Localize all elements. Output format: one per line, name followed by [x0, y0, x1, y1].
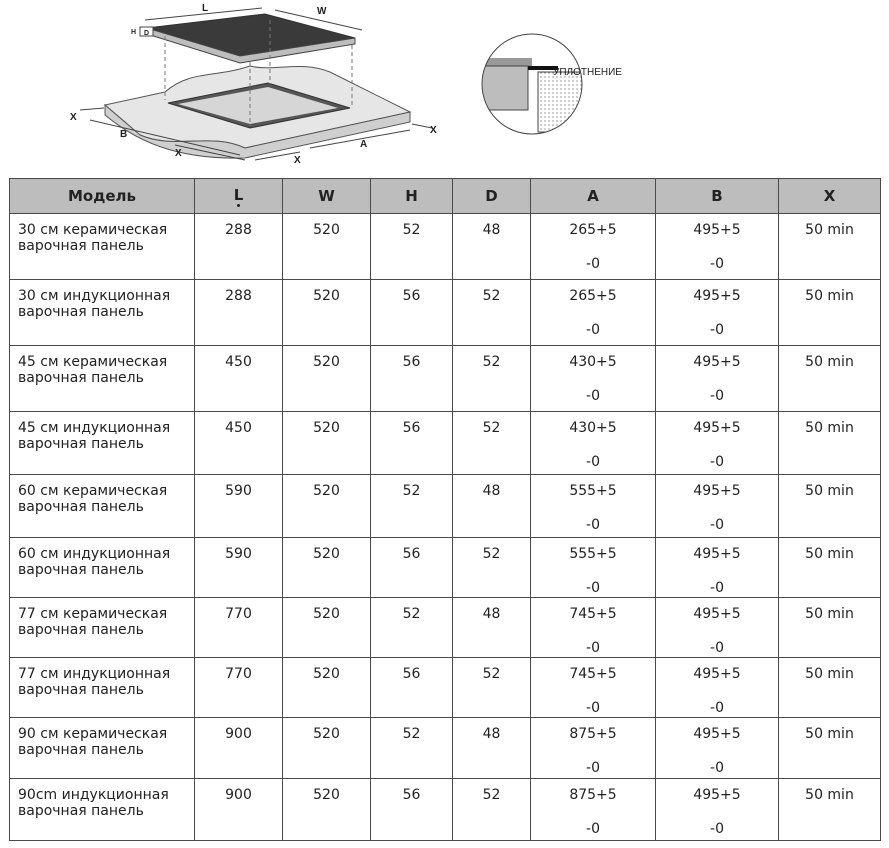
dim-X-label-bottom: X	[294, 155, 301, 166]
model-cell: 45 см керамическая варочная панель	[10, 346, 195, 412]
A-value: 555+5	[569, 483, 617, 499]
X-cell: 50 min	[779, 412, 881, 475]
dimensions-table	[9, 178, 881, 841]
B-value: 495+5	[693, 546, 741, 562]
A-lower-tolerance: -0	[586, 454, 600, 470]
B-value: 495+5	[693, 606, 741, 622]
A-tolerance-cell	[531, 658, 656, 718]
table-row	[10, 779, 881, 841]
A-tolerance-cell	[531, 412, 656, 475]
L-cell: 590	[195, 538, 283, 598]
A-tolerance-cell	[531, 475, 656, 538]
table-row	[10, 412, 881, 475]
header-L	[195, 179, 283, 214]
B-lower-tolerance: -0	[710, 760, 724, 776]
A-value: 745+5	[569, 606, 617, 622]
A-value: 265+5	[569, 222, 617, 238]
B-value: 495+5	[693, 222, 741, 238]
B-tolerance-cell	[656, 598, 779, 658]
H-cell: 52	[371, 475, 453, 538]
B-tolerance-cell	[656, 280, 779, 346]
A-value: 555+5	[569, 546, 617, 562]
table-row	[10, 658, 881, 718]
B-tolerance-cell	[656, 214, 779, 280]
B-lower-tolerance: -0	[710, 388, 724, 404]
dim-X-label-bottom-left: X	[175, 148, 182, 159]
W-cell: 520	[283, 346, 371, 412]
A-lower-tolerance: -0	[586, 322, 600, 338]
D-cell: 48	[453, 718, 531, 779]
X-cell: 50 min	[779, 598, 881, 658]
D-cell: 52	[453, 538, 531, 598]
B-lower-tolerance: -0	[710, 700, 724, 716]
X-cell: 50 min	[779, 280, 881, 346]
seal-detail-view	[480, 30, 598, 140]
model-cell: 90cm индукционная варочная панель	[10, 779, 195, 841]
L-cell: 900	[195, 779, 283, 841]
header-L-text: L	[233, 185, 244, 204]
A-value: 745+5	[569, 666, 617, 682]
H-cell: 56	[371, 658, 453, 718]
H-cell: 56	[371, 538, 453, 598]
B-lower-tolerance: -0	[710, 821, 724, 837]
W-cell: 520	[283, 538, 371, 598]
A-tolerance-cell	[531, 346, 656, 412]
B-lower-tolerance: -0	[710, 580, 724, 596]
table-row	[10, 280, 881, 346]
A-lower-tolerance: -0	[586, 760, 600, 776]
D-cell: 52	[453, 412, 531, 475]
table-header-row	[10, 179, 881, 214]
X-cell: 50 min	[779, 718, 881, 779]
L-cell: 288	[195, 280, 283, 346]
B-value: 495+5	[693, 288, 741, 304]
W-cell: 520	[283, 779, 371, 841]
X-cell: 50 min	[779, 346, 881, 412]
B-value: 495+5	[693, 666, 741, 682]
X-cell: 50 min	[779, 214, 881, 280]
installation-diagram	[0, 0, 889, 178]
B-lower-tolerance: -0	[710, 322, 724, 338]
dim-B-label: B	[120, 129, 128, 140]
A-value: 430+5	[569, 420, 617, 436]
A-lower-tolerance: -0	[586, 580, 600, 596]
A-tolerance-cell	[531, 538, 656, 598]
A-value: 875+5	[569, 787, 617, 803]
B-lower-tolerance: -0	[710, 454, 724, 470]
L-cell: 450	[195, 346, 283, 412]
dot-mark	[237, 204, 240, 207]
table-row	[10, 214, 881, 280]
B-tolerance-cell	[656, 412, 779, 475]
dim-W-label: W	[317, 6, 327, 17]
W-cell: 520	[283, 214, 371, 280]
H-cell: 52	[371, 214, 453, 280]
H-cell: 56	[371, 779, 453, 841]
header-X: X	[779, 179, 881, 214]
B-lower-tolerance: -0	[710, 256, 724, 272]
W-cell: 520	[283, 412, 371, 475]
dim-D-label: D	[144, 30, 150, 37]
A-tolerance-cell	[531, 280, 656, 346]
seal-label: УПЛОТНЕНИЕ	[553, 67, 622, 78]
A-tolerance-cell	[531, 718, 656, 779]
A-tolerance-cell	[531, 598, 656, 658]
B-value: 495+5	[693, 354, 741, 370]
A-lower-tolerance: -0	[586, 640, 600, 656]
B-value: 495+5	[693, 420, 741, 436]
H-cell: 52	[371, 598, 453, 658]
table-row	[10, 346, 881, 412]
A-value: 430+5	[569, 354, 617, 370]
A-lower-tolerance: -0	[586, 821, 600, 837]
model-cell: 77 см керамическая варочная панель	[10, 598, 195, 658]
B-value: 495+5	[693, 787, 741, 803]
H-cell: 56	[371, 280, 453, 346]
B-tolerance-cell	[656, 718, 779, 779]
header-model: Модель	[10, 179, 195, 214]
dim-X-label-left: X	[70, 112, 77, 123]
W-cell: 520	[283, 475, 371, 538]
A-tolerance-cell	[531, 214, 656, 280]
L-cell: 900	[195, 718, 283, 779]
model-cell: 60 см индукционная варочная панель	[10, 538, 195, 598]
H-cell: 56	[371, 346, 453, 412]
H-cell: 52	[371, 718, 453, 779]
model-cell: 45 см индукционная варочная панель	[10, 412, 195, 475]
L-cell: 770	[195, 598, 283, 658]
A-value: 265+5	[569, 288, 617, 304]
table-row	[10, 718, 881, 779]
D-cell: 52	[453, 779, 531, 841]
dim-L-label: L	[202, 3, 209, 14]
model-cell: 90 см керамическая варочная панель	[10, 718, 195, 779]
hob-glass-top	[147, 14, 355, 56]
table-row	[10, 538, 881, 598]
D-cell: 52	[453, 346, 531, 412]
L-cell: 288	[195, 214, 283, 280]
D-cell: 52	[453, 280, 531, 346]
B-lower-tolerance: -0	[710, 517, 724, 533]
header-A: A	[531, 179, 656, 214]
X-cell: 50 min	[779, 475, 881, 538]
H-cell: 56	[371, 412, 453, 475]
W-cell: 520	[283, 598, 371, 658]
dim-H-label: H	[131, 29, 137, 36]
header-W: W	[283, 179, 371, 214]
X-cell: 50 min	[779, 538, 881, 598]
model-cell: 30 см керамическая варочная панель	[10, 214, 195, 280]
L-cell: 590	[195, 475, 283, 538]
table-body	[10, 214, 881, 841]
W-cell: 520	[283, 280, 371, 346]
X-cell: 50 min	[779, 779, 881, 841]
B-tolerance-cell	[656, 475, 779, 538]
B-tolerance-cell	[656, 779, 779, 841]
header-H: H	[371, 179, 453, 214]
D-cell: 52	[453, 658, 531, 718]
D-cell: 48	[453, 214, 531, 280]
D-cell: 48	[453, 598, 531, 658]
model-cell: 60 см керамическая варочная панель	[10, 475, 195, 538]
A-tolerance-cell	[531, 779, 656, 841]
A-lower-tolerance: -0	[586, 388, 600, 404]
A-value: 875+5	[569, 726, 617, 742]
model-cell: 77 см индукционная варочная панель	[10, 658, 195, 718]
model-cell: 30 см индукционная варочная панель	[10, 280, 195, 346]
header-B: B	[656, 179, 779, 214]
W-cell: 520	[283, 658, 371, 718]
L-cell: 450	[195, 412, 283, 475]
dim-A-label: A	[360, 139, 368, 150]
A-lower-tolerance: -0	[586, 517, 600, 533]
A-lower-tolerance: -0	[586, 256, 600, 272]
B-tolerance-cell	[656, 538, 779, 598]
L-cell: 770	[195, 658, 283, 718]
header-D: D	[453, 179, 531, 214]
table-row	[10, 598, 881, 658]
B-value: 495+5	[693, 726, 741, 742]
W-cell: 520	[283, 718, 371, 779]
A-lower-tolerance: -0	[586, 700, 600, 716]
D-cell: 48	[453, 475, 531, 538]
B-tolerance-cell	[656, 658, 779, 718]
B-value: 495+5	[693, 483, 741, 499]
B-tolerance-cell	[656, 346, 779, 412]
table-row	[10, 475, 881, 538]
X-cell: 50 min	[779, 658, 881, 718]
B-lower-tolerance: -0	[710, 640, 724, 656]
dim-X-label-right: X	[430, 125, 437, 136]
